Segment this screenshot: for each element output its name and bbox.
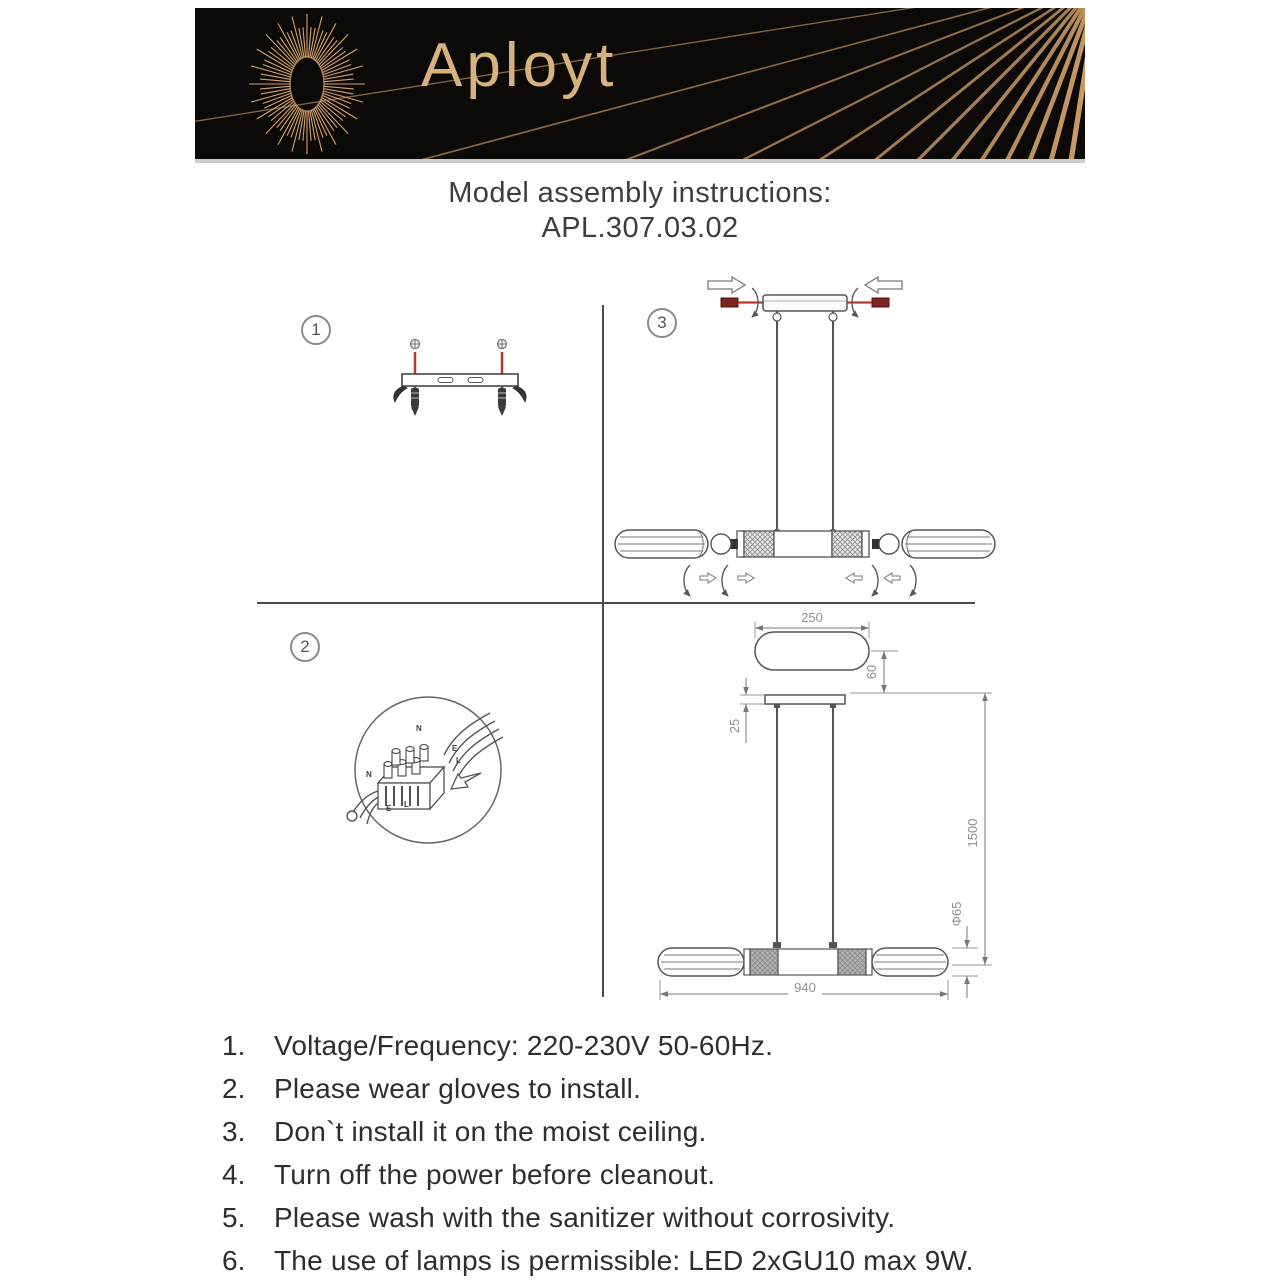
brand-name: Aployt bbox=[421, 31, 618, 100]
rotate-arrow-icon bbox=[722, 565, 728, 596]
sunburst-logo-icon bbox=[243, 10, 371, 160]
step-3-number: 3 bbox=[657, 313, 667, 332]
instruction-number: 5. bbox=[222, 1202, 246, 1233]
title-line: Model assembly instructions: bbox=[448, 177, 832, 209]
vertical-divider bbox=[602, 305, 604, 997]
gu10-bulb-icon bbox=[879, 534, 899, 554]
instruction-text: Don`t install it on the moist ceiling. bbox=[274, 1116, 707, 1147]
instruction-number: 1. bbox=[222, 1030, 246, 1061]
ceiling-canopy bbox=[763, 295, 847, 311]
rotate-arrow-icon bbox=[872, 565, 878, 596]
wire-label-l-out: L bbox=[404, 800, 409, 809]
step-1-badge bbox=[301, 315, 331, 345]
canopy-top-view bbox=[755, 632, 869, 670]
step2-wiring-diagram bbox=[340, 685, 530, 865]
step3-assembly-diagram bbox=[610, 272, 1030, 607]
instruction-text: Please wash with the sanitizer without corrosivity. bbox=[274, 1202, 896, 1233]
brand-banner bbox=[195, 8, 1085, 163]
dim-60-label: 60 bbox=[864, 664, 879, 680]
canopy-side-view bbox=[765, 695, 845, 704]
bracket-hook bbox=[393, 386, 408, 403]
glass-shade-left bbox=[615, 530, 708, 558]
instruction-number: 4. bbox=[222, 1159, 246, 1190]
step1-bracket-diagram bbox=[380, 330, 550, 430]
wire-label-e-in: E bbox=[452, 744, 458, 753]
step-2-badge bbox=[290, 632, 320, 662]
instruction-item bbox=[222, 1245, 1122, 1280]
step-2-number: 2 bbox=[300, 637, 310, 656]
direction-arrow-icon bbox=[451, 773, 481, 789]
instruction-text: Turn off the power before cleanout. bbox=[274, 1159, 716, 1190]
mounting-bracket bbox=[402, 374, 518, 386]
dim-65-label: Φ65 bbox=[949, 901, 964, 927]
wire-label-l-in: L bbox=[456, 756, 461, 765]
dimension-drawing bbox=[610, 608, 1030, 1008]
dim-940-label: 940 bbox=[794, 980, 816, 995]
rotate-arrow-icon bbox=[910, 565, 916, 596]
crystal-end-cap bbox=[744, 531, 774, 557]
glass-shade-right bbox=[902, 530, 995, 558]
instruction-number: 2. bbox=[222, 1073, 246, 1104]
instruction-item bbox=[222, 1030, 1122, 1073]
dim-25-label: 25 bbox=[727, 718, 742, 734]
bracket-hook bbox=[512, 386, 527, 403]
sheet-title bbox=[0, 176, 1280, 246]
instruction-item bbox=[222, 1116, 1122, 1159]
crystal-end-cap bbox=[832, 531, 862, 557]
push-arrow-icon bbox=[865, 277, 902, 293]
side-screw-icon bbox=[872, 298, 889, 307]
wire-label-e-out: E bbox=[386, 804, 392, 813]
push-arrow-icon bbox=[884, 573, 900, 583]
push-arrow-icon bbox=[700, 573, 716, 583]
instruction-text: Please wear gloves to install. bbox=[274, 1073, 642, 1104]
instruction-text: The use of lamps is permissible: LED 2xGU10 max 9W. bbox=[274, 1245, 974, 1276]
gu10-bulb-icon bbox=[711, 534, 731, 554]
instruction-number: 3. bbox=[222, 1116, 246, 1147]
rotate-arrow-icon bbox=[684, 565, 690, 596]
instruction-text: Voltage/Frequency: 220-230V 50-60Hz. bbox=[274, 1030, 774, 1061]
push-arrow-icon bbox=[846, 573, 862, 583]
instruction-item bbox=[222, 1202, 1122, 1245]
push-arrow-icon bbox=[708, 277, 745, 293]
instruction-list bbox=[222, 1030, 1122, 1280]
instruction-item bbox=[222, 1159, 1122, 1202]
side-screw-icon bbox=[721, 298, 738, 307]
instruction-number: 6. bbox=[222, 1245, 246, 1276]
wire-label-n-out: N bbox=[366, 770, 372, 779]
dim-1500-label: 1500 bbox=[965, 818, 980, 848]
wire-label-n-in: N bbox=[416, 724, 422, 733]
push-arrow-icon bbox=[738, 573, 754, 583]
lamp-body bbox=[774, 531, 832, 557]
dim-250-label: 250 bbox=[801, 610, 823, 625]
step-1-number: 1 bbox=[311, 320, 321, 339]
instruction-item bbox=[222, 1073, 1122, 1116]
lamp-bar-side-view bbox=[658, 948, 948, 976]
model-number: APL.307.03.02 bbox=[541, 212, 739, 244]
